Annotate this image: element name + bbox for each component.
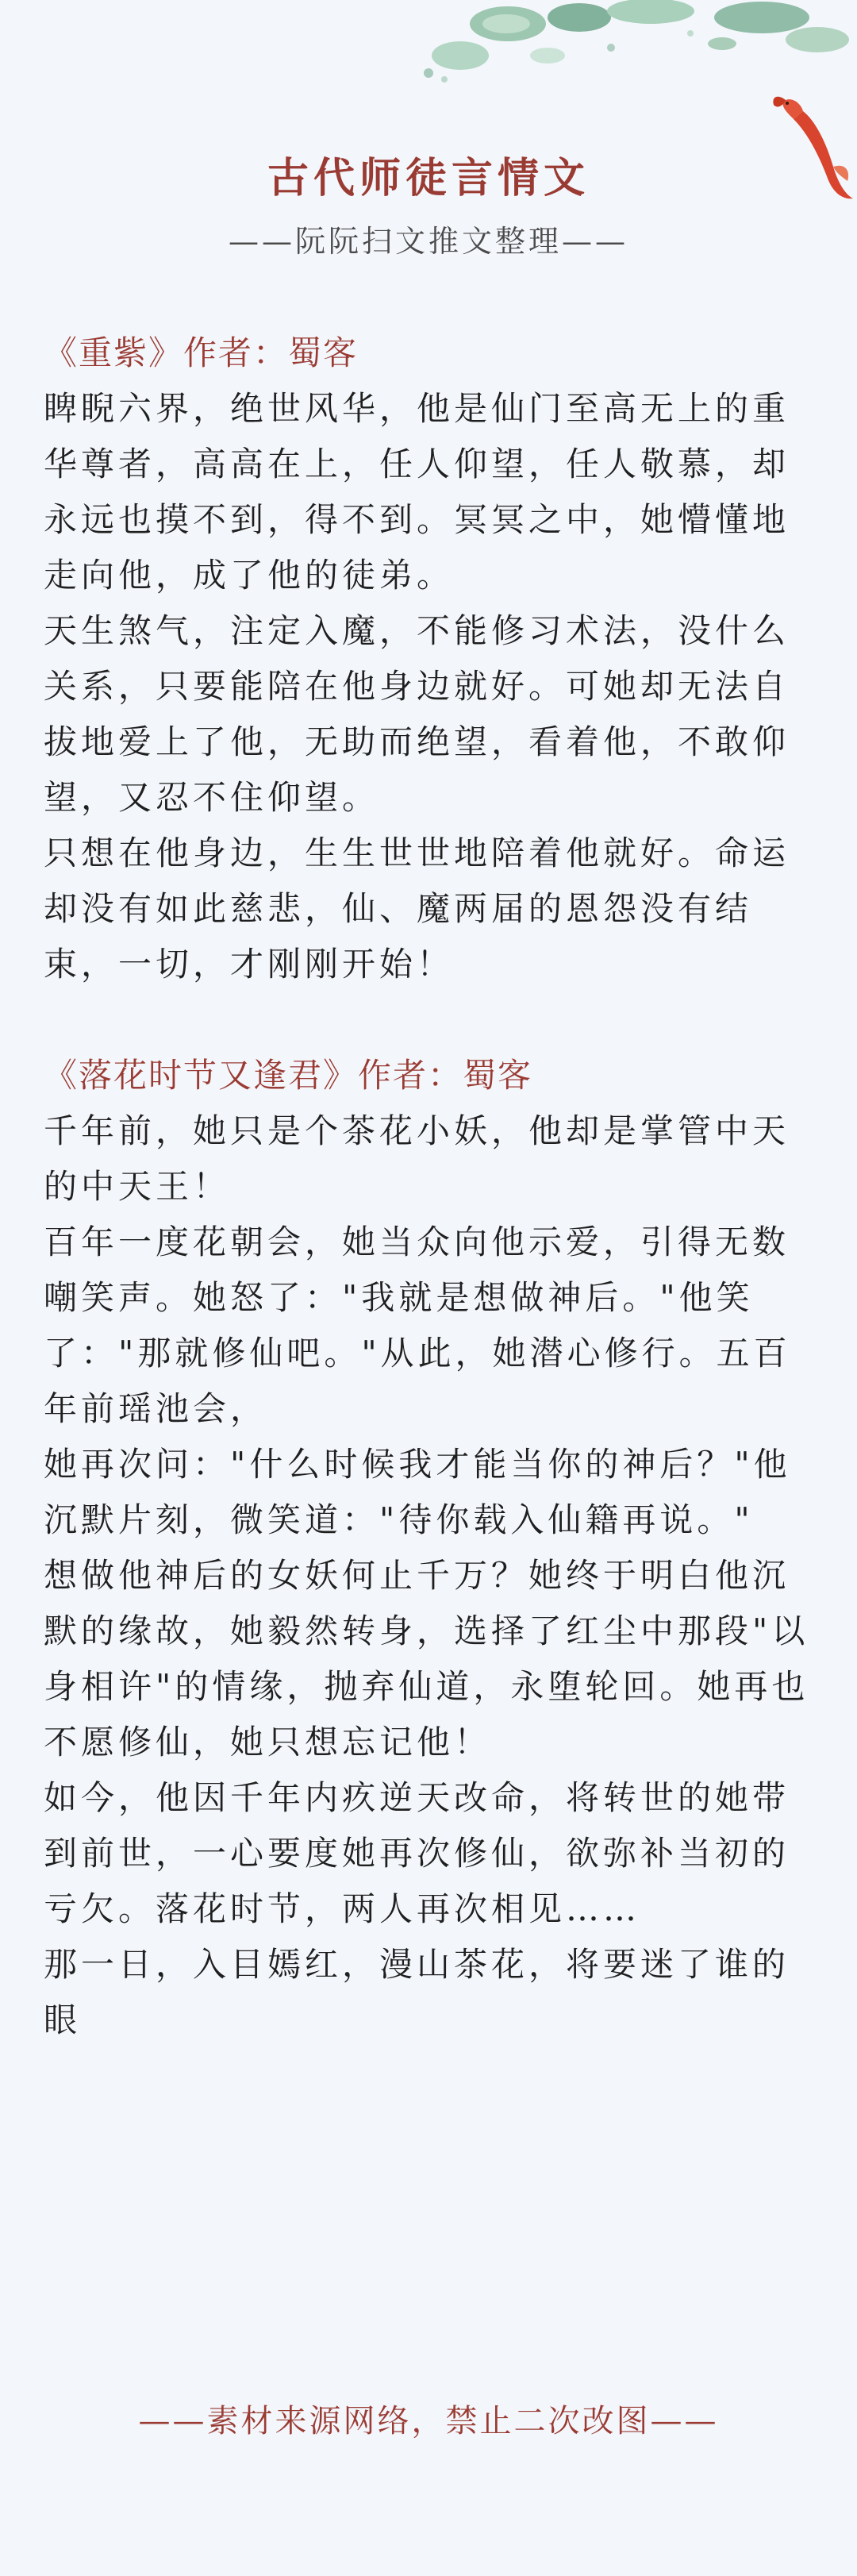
- page-title: 古代师徒言情文: [267, 154, 590, 202]
- page-subtitle: ——阮阮扫文推文整理——: [228, 224, 628, 259]
- content: [44, 325, 813, 2104]
- book-paragraph: 只想在他身边，生生世世地陪着他就好。命运却没有如此慈悲，仙、魔两届的恩怨没有结束，一切，才刚刚开始！: [44, 834, 790, 984]
- footer-notice: ——素材来源网络，禁止二次改图——: [138, 2403, 719, 2439]
- book-paragraph: 天生煞气，注定入魔，不能修习术法，没什么关系，只要能陪在他身边就好。可她却无法自拔地爱上了他，无助而绝望，看着他，不敢仰望，又忍不住仰望。: [44, 611, 790, 817]
- book-paragraph: 那一日，入目嫣红，漫山茶花，将要迷了谁的眼: [44, 1945, 790, 2039]
- book-paragraph: 想做他神后的女妖何止千万？她终于明白他沉默的缘故，她毅然转身，选择了红尘中那段"以身相许"的情缘，抛弃仙道，永堕轮回。她再也不愿修仙，她只想忘记他！: [44, 1556, 809, 1762]
- book-title: 《重紫》作者：蜀客: [44, 333, 359, 372]
- book-paragraph: 如今，他因千年内疚逆天改命，将转世的她带到前世，一心要度她再次修仙，欲弥补当初的亏欠。落花时节，两人再次相见……: [44, 1778, 790, 1928]
- book-paragraph: 百年一度花朝会，她当众向他示爱，引得无数嘲笑声。她怒了："我就是想做神后。"他笑了："那就修仙吧。"从此，她潜心修行。五百年前瑶池会，: [44, 1223, 791, 1428]
- header: [0, 151, 857, 264]
- book-section-luohua: [44, 1048, 813, 2048]
- book-title: 《落花时节又逢君》作者：蜀客: [44, 1056, 533, 1095]
- book-paragraph: 睥睨六界，绝世风华，他是仙门至高无上的重华尊者，高高在上，任人仰望，任人敬慕，却永远也摸不到，得不到。冥冥之中，她懵懂地走向他，成了他的徒弟。: [44, 389, 790, 595]
- book-paragraph: 千年前，她只是个茶花小妖，他却是掌管中天的中天王！: [44, 1111, 790, 1206]
- book-section-chongzi: [44, 325, 813, 992]
- book-paragraph: 她再次问："什么时候我才能当你的神后？"他沉默片刻，微笑道："待你载入仙籍再说。": [44, 1445, 791, 1539]
